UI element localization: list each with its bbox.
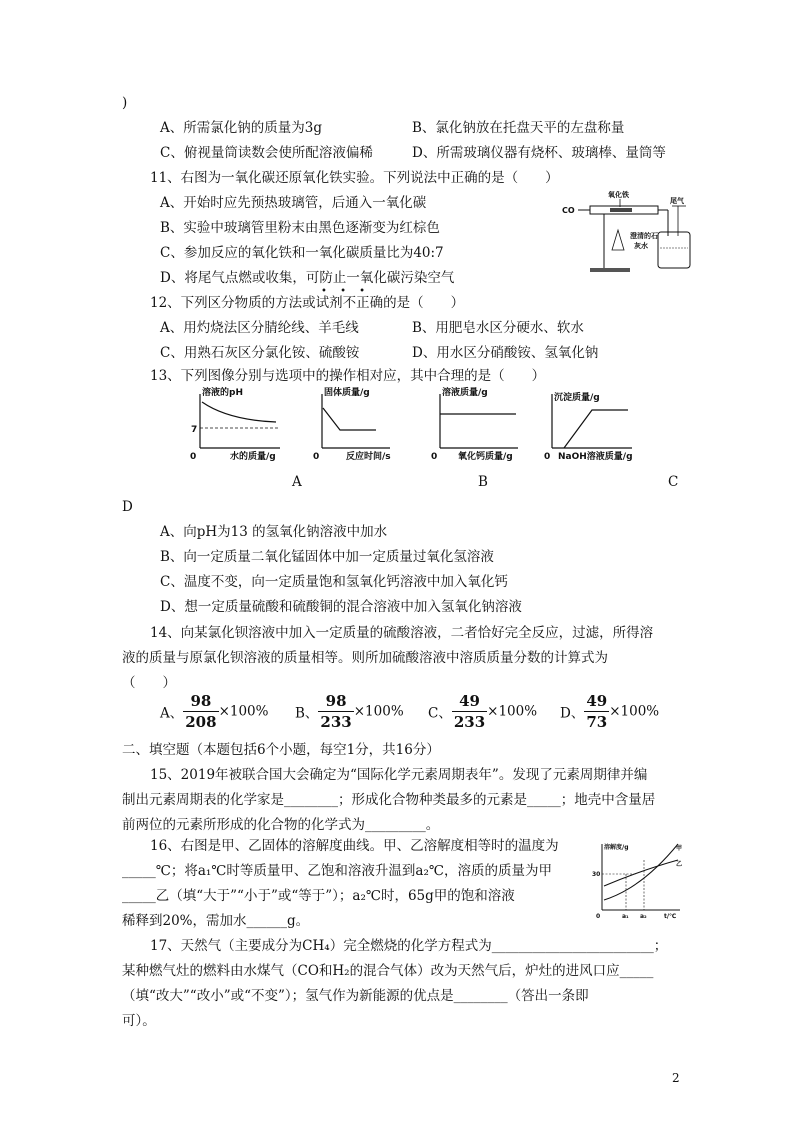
q16-line-3: _____乙（填“大于”“小于”或“等于”）；a₂℃时，65g甲的饱和溶液 — [122, 888, 515, 904]
line-paren: ) — [122, 95, 128, 111]
graph-d-ylabel: 沉淀质量/g — [554, 393, 600, 403]
solubility-xunit: t/℃ — [664, 913, 677, 920]
q14-stem-3: （ ） — [122, 675, 176, 691]
section-2-heading: 二、填空题（本题包括6个小题，每空1分，共16分） — [122, 742, 440, 758]
graph-b-label: B — [478, 474, 488, 490]
q17-line-4: 可）。 — [122, 1013, 156, 1029]
q11-option-d: D、将尾气点燃或收集，可防止一氧化碳污染空气 — [160, 270, 455, 286]
q10-option-d: D、所需玻璃仪器有烧杯、玻璃棒、量筒等 — [412, 145, 666, 161]
q14-option-b: B、 $\frac{98}{233}$ ×100% — [295, 692, 404, 731]
q17-line-1: 17、天然气（主要成分为CH₄）完全燃烧的化学方程式为________________________； — [150, 938, 668, 954]
q14-stem-2: 液的质量与原氯化钡溶液的质量相等。则所加硫酸溶液中溶质质量分数的计算式为 — [122, 650, 608, 666]
graph-d-origin: 0 — [544, 452, 551, 462]
q16-line-2: _____℃；将a₁℃时等质量甲、乙饱和溶液升温到a₂℃，溶质的质量为甲 — [122, 863, 552, 879]
q10-option-b: B、氯化钠放在托盘天平的左盘称量 — [412, 120, 625, 136]
q16-line-1: 16、右图是甲、乙固体的溶解度曲线。甲、乙溶解度相等时的温度为 — [150, 838, 559, 854]
q17-line-2: 某种燃气灶的燃料由水煤气（CO和H₂的混合气体）改为天然气后，炉灶的进风口应_____ — [122, 963, 654, 979]
co-reduction-apparatus-figure — [560, 188, 700, 278]
page-number: 2 — [672, 1071, 680, 1085]
solubility-tick-30: 30 — [592, 871, 601, 878]
graph-a-ylabel: 溶液的pH — [202, 388, 243, 398]
solubility-a1: a₁ — [622, 913, 629, 920]
graph-c-ylabel: 溶液质量/g — [442, 388, 488, 398]
q12-option-b: B、用肥皂水区分硬水、软水 — [412, 320, 584, 336]
q14-stem-1: 14、向某氯化钡溶液中加入一定质量的硫酸溶液，二者恰好完全反应，过滤，所得溶 — [150, 625, 654, 641]
graph-b — [310, 386, 400, 466]
q15-line-1: 15、2019年被联合国大会确定为“国际化学元素周期表年”。发现了元素周期律并编 — [150, 767, 648, 783]
q15-line-2: 制出元素周期表的化学家是________；形成化合物种类最多的元素是_____；地壳中含量居 — [122, 792, 656, 808]
graph-a-origin: 0 — [190, 452, 197, 462]
graph-c-xlabel: 氧化钙质量/g — [458, 452, 513, 462]
q11-stem: 11、右图为一氧化碳还原氧化铁实验。下列说法中正确的是（ ） — [150, 170, 559, 186]
q14-option-a: A、 $\frac{98}{208}$ ×100% — [160, 692, 269, 731]
q12-option-a: A、用灼烧法区分腈纶线、羊毛线 — [160, 320, 359, 336]
q16-line-4: 稀释到20%，需加水______g。 — [122, 913, 310, 929]
q11-option-a: A、开始时应先预热玻璃管，后通入一氧化碳 — [160, 195, 427, 211]
q13-stem: 13、下列图像分别与选项中的操作相对应，其中合理的是（ ） — [150, 368, 546, 384]
graph-c — [428, 386, 528, 466]
q12-emphasis-dots: • • • — [321, 286, 371, 297]
q17-line-3: （填“改大”“改小”或“不变”）；氢气作为新能源的优点是________（答出一条即 — [122, 988, 589, 1004]
q12-option-d: D、用水区分硝酸铵、氢氧化钠 — [412, 345, 599, 361]
q10-option-c: C、俯视量筒读数会使所配溶液偏稀 — [160, 145, 373, 161]
graph-d-label: D — [122, 499, 133, 515]
q13-option-d: D、想一定质量硫酸和硫酸铜的混合溶液中加入氢氧化钠溶液 — [160, 599, 522, 615]
solubility-curve-figure — [592, 840, 684, 922]
q11-option-c: C、参加反应的氧化铁和一氧化碳质量比为40:7 — [160, 245, 444, 261]
iron-oxide-label: 氧化铁 — [608, 191, 629, 199]
q13-option-a: A、向pH为13 的氢氧化钠溶液中加水 — [160, 524, 388, 540]
graph-c-label: C — [668, 474, 679, 490]
limewater-label-1: 澄清的石 — [630, 232, 658, 240]
q11-option-b: B、实验中玻璃管里粉末由黑色逐渐变为红棕色 — [160, 220, 440, 236]
solubility-ylabel: 溶解度/g — [604, 844, 629, 851]
solubility-a2: a₂ — [640, 913, 647, 920]
q12-stem: 12、下列区分物质的方法或试剂不正确的是（ ） — [150, 295, 465, 311]
graph-d — [540, 386, 640, 466]
graph-b-xlabel: 反应时间/s — [346, 452, 391, 462]
graph-d-xlabel: NaOH溶液质量/g — [558, 452, 633, 462]
co-label: CO — [562, 206, 575, 215]
limewater-label-2: 灰水 — [634, 242, 648, 250]
graph-a-xlabel: 水的质量/g — [230, 452, 276, 462]
q14-option-d: D、 $\frac{49}{73}$ ×100% — [560, 692, 660, 731]
q14-option-c: C、 $\frac{49}{233}$ ×100% — [428, 692, 538, 731]
graph-b-ylabel: 固体质量/g — [324, 388, 370, 398]
graph-a-label: A — [292, 474, 302, 490]
q15-line-3: 前两位的元素所形成的化合物的化学式为_________。 — [122, 817, 440, 833]
q13-option-c: C、温度不变，向一定质量饱和氢氧化钙溶液中加入氧化钙 — [160, 574, 508, 590]
solubility-origin: 0 — [596, 913, 601, 920]
exhaust-label: 尾气 — [670, 197, 684, 205]
graph-b-origin: 0 — [313, 452, 320, 462]
q10-option-a: A、所需氯化钠的质量为3g — [160, 120, 322, 136]
q12-option-c: C、用熟石灰区分氯化铵、硫酸铵 — [160, 345, 360, 361]
q13-option-b: B、向一定质量二氧化锰固体中加一定质量过氧化氢溶液 — [160, 549, 494, 565]
curve-yi-label: 乙 — [676, 861, 683, 868]
graph-c-origin: 0 — [431, 452, 438, 462]
graph-a — [188, 386, 288, 466]
graph-a-tick-7: 7 — [191, 425, 198, 435]
curve-jia-label: 甲 — [676, 845, 683, 852]
